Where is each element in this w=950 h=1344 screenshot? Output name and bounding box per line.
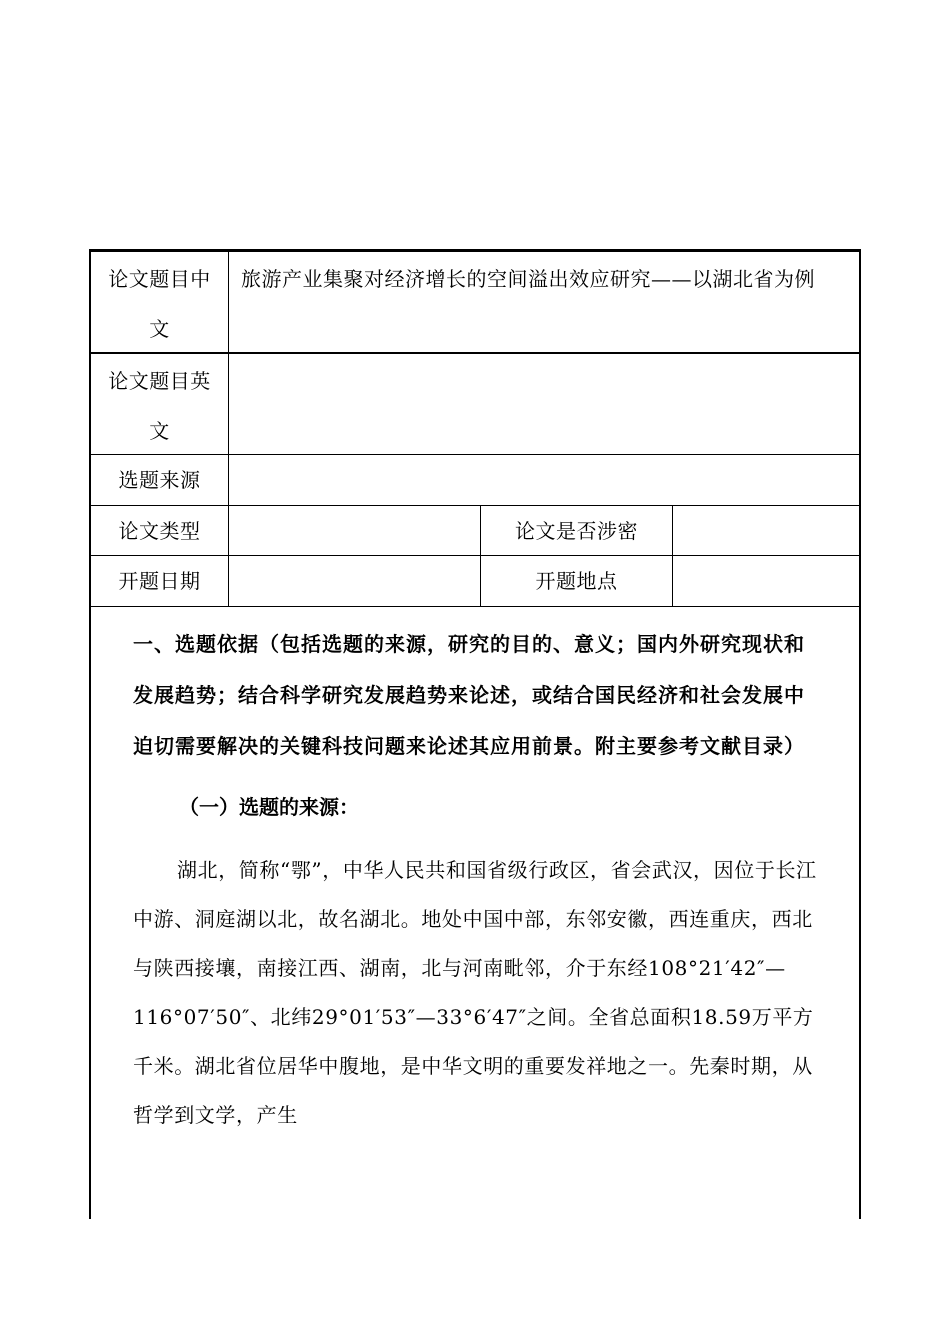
title-en-label: 论文题目英文 [91,354,229,454]
row-source [91,455,859,506]
date-value[interactable] [229,556,481,606]
row-date [91,556,859,607]
source-value[interactable] [229,455,859,505]
row-title-cn [91,252,859,354]
selection-basis-section [133,619,823,1140]
title-cn-label: 论文题目中文 [91,252,229,352]
secret-label: 论文是否涉密 [481,506,673,555]
section-paragraph: 湖北，简称“鄂”，中华人民共和国省级行政区，省会武汉，因位于长江中游、洞庭湖以北，故名湖北。地处中国中部，东邻安徽，西连重庆，西北与陕西接壤，南接江西、湖南，北与河南毗邻，介于东经108°21′42″—116°07′50″、北纬29°01′53″—33°6′47″之间。全省总面积18.59万平方千米。湖北省位居华中腹地，是中华文明的重要发祥地之一。先秦时期，从哲学到文学，产生 [133,858,817,1127]
place-value[interactable] [673,556,859,606]
date-label: 开题日期 [91,556,229,606]
section-subheading: （一）选题的来源： [179,795,359,819]
title-en-value[interactable] [229,354,859,454]
proposal-form-table [89,249,861,1219]
section-heading: 一、选题依据（包括选题的来源，研究的目的、意义；国内外研究现状和发展趋势；结合科学研究发展趋势来论述，或结合国民经济和社会发展中迫切需要解决的关键科技问题来论述其应用前景。附主要参考文献目录） [133,632,805,758]
type-value[interactable] [229,506,481,555]
source-label: 选题来源 [91,455,229,505]
type-label: 论文类型 [91,506,229,555]
row-type [91,506,859,556]
secret-value[interactable] [673,506,859,555]
title-cn-value[interactable]: 旅游产业集聚对经济增长的空间溢出效应研究——以湖北省为例 [241,267,815,291]
row-title-en [91,354,859,455]
place-label: 开题地点 [481,556,673,606]
